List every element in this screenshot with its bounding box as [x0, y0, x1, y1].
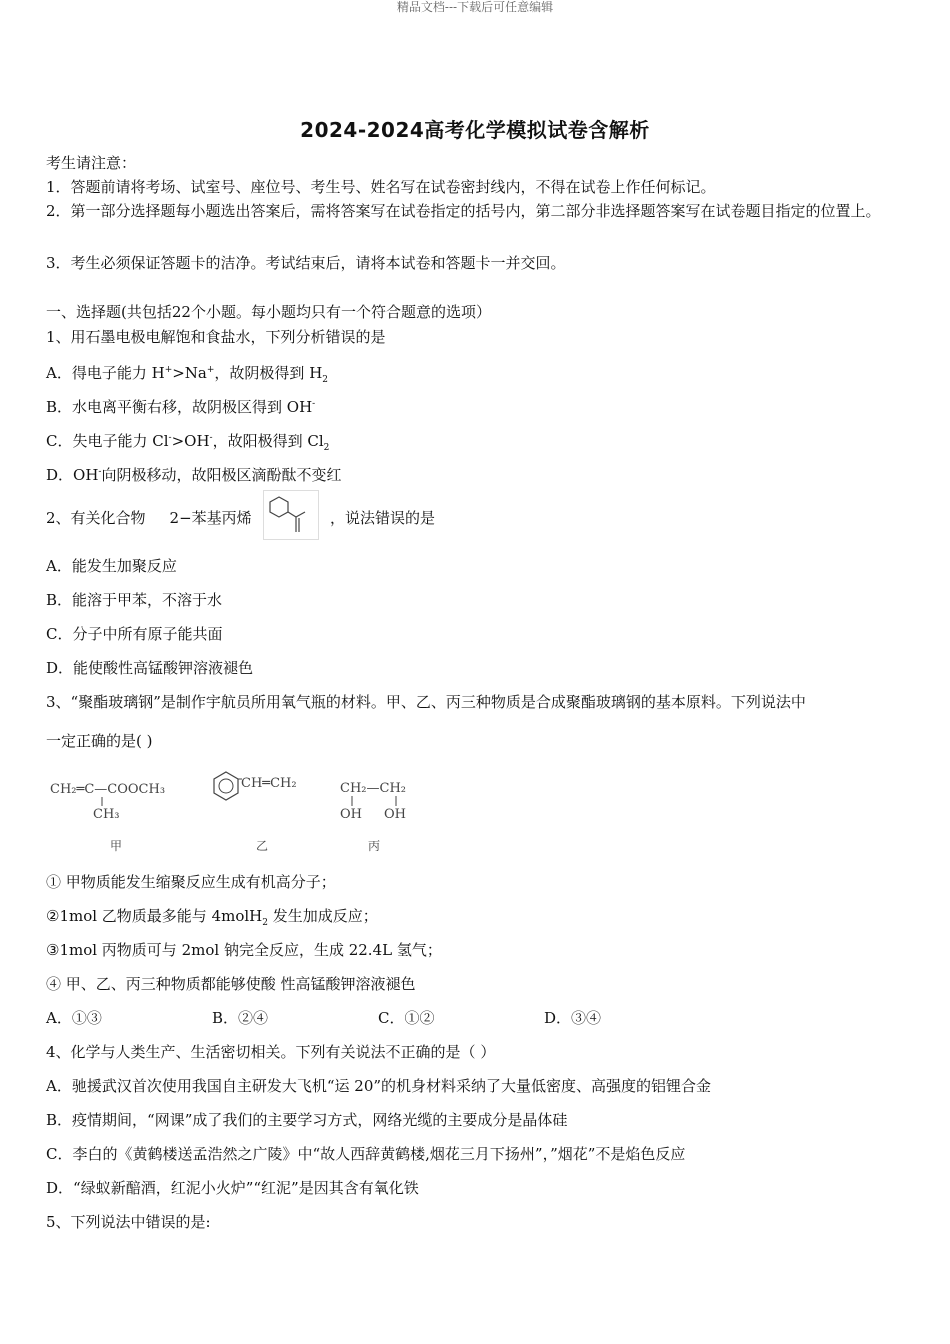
q3-statement-2: ②1mol 乙物质最多能与 4molH$_2$ 发生加成反应； [46, 907, 378, 928]
q3-option-c: C．①② [378, 1009, 435, 1027]
q5-stem: 5、下列说法中错误的是: [46, 1213, 211, 1231]
q4-option-a: A．驰援武汉首次使用我国自主研发大飞机“运 20”的机身材料采纳了大量低密度、高强度的铝锂合金 [46, 1077, 712, 1095]
q1-option-c: C．失电子能力 Cl->OH-，故阳极得到 $Cl_2$ [46, 432, 330, 453]
q3-statement-4: ④ 甲、乙、丙三种物质都能够使酸 性高锰酸钾溶液褪色 [46, 975, 416, 993]
q3-stem-line1: 3、“聚酯玻璃钢”是制作宇航员所用氧气瓶的材料。甲、乙、丙三种物质是合成聚酯玻璃钢的基本原料。下列说法中 [46, 693, 806, 711]
label-jia: 甲 [110, 839, 123, 853]
q2-option-a: A．能发生加聚反应 [46, 557, 177, 575]
notice-heading: 考生请注意： [46, 154, 137, 172]
bing-formula: CH₂—CH₂ [340, 781, 406, 796]
notice-item-3: 3．考生必须保证答题卡的洁净。考试结束后，请将本试卷和答题卡一并交回。 [46, 254, 566, 272]
q1-stem: 1、用石墨电极电解饱和食盐水，下列分析错误的是 [46, 328, 386, 346]
yi-vinyl-group: CH═CH₂ [241, 776, 297, 791]
notice-item-1: 1．答题前请将考场、试室号、座位号、考生号、姓名写在试卷密封线内，不得在试卷上作任何标记。 [46, 178, 716, 196]
q4-option-b: B．疫情期间，“网课”成了我们的主要学习方式，网络光缆的主要成分是晶体硅 [46, 1111, 568, 1129]
q4-option-c: C．李白的《黄鹤楼送孟浩然之广陵》中“故人西辞黄鹤楼,烟花三月下扬州”，”烟花”不是焰色反应 [46, 1145, 686, 1163]
q3-structures-figure [46, 760, 426, 860]
q4-stem: 4、化学与人类生产、生活密切相关。下列有关说法不正确的是（ ） [46, 1043, 496, 1061]
q3-options [46, 1008, 710, 1028]
q2-option-d: D．能使酸性高锰酸钾溶液褪色 [46, 659, 254, 677]
section-heading: 一、选择题(共包括22个小题。每小题均只有一个符合题意的选项） [46, 303, 491, 321]
q3-statement-1: ① 甲物质能发生缩聚反应生成有机高分子； [46, 873, 336, 891]
jia-methyl: CH₃ [93, 807, 120, 822]
label-bing: 丙 [368, 839, 381, 853]
q2-stem-right: ，说法错误的是 [330, 509, 436, 527]
q3-option-a: A．①③ [46, 1009, 102, 1027]
q2-compound-name: 2−苯基丙烯 [169, 509, 252, 527]
q2-option-b: B．能溶于甲苯，不溶于水 [46, 591, 223, 609]
bing-oh-2: OH [384, 807, 406, 822]
q2-stem-left: 2、有关化合物 2−苯基丙烯 [46, 509, 252, 527]
jia-formula: CH₂═C—COOCH₃ [50, 782, 166, 797]
label-yi: 乙 [256, 839, 269, 853]
q3-stem-line2: 一定正确的是( ) [46, 732, 153, 750]
bing-oh-1: OH [340, 807, 362, 822]
q3-statement-3: ③1mol 丙物质可与 2mol 钠完全反应，生成 22.4L 氢气； [46, 941, 442, 959]
q1-option-d: D．OH-向阴极移动，故阳极区滴酚酞不变红 [46, 466, 342, 484]
q2-structure-image [263, 490, 319, 540]
q4-option-d: D．“绿蚁新醅酒，红泥小火炉”“红泥”是因其含有氧化铁 [46, 1179, 419, 1197]
q1-option-b: B．水电离平衡右移，故阴极区得到 OH- [46, 398, 316, 416]
q2-option-c: C．分子中所有原子能共面 [46, 625, 223, 643]
notice-item-2: 2．第一部分选择题每小题选出答案后，需将答案写在试卷指定的括号内，第二部分非选择题答案写在试卷题目指定的位置上。 [46, 202, 881, 220]
q1-option-a: A．得电子能力 H+>Na+，故阴极得到 $H_2$ [46, 364, 329, 385]
q3-option-b: B．②④ [212, 1009, 269, 1027]
q3-option-d: D．③④ [544, 1009, 602, 1027]
page-title: 2024-2024高考化学模拟试卷含解析 [300, 118, 650, 142]
page-header: 精品文档---下载后可任意编辑 [396, 0, 554, 14]
